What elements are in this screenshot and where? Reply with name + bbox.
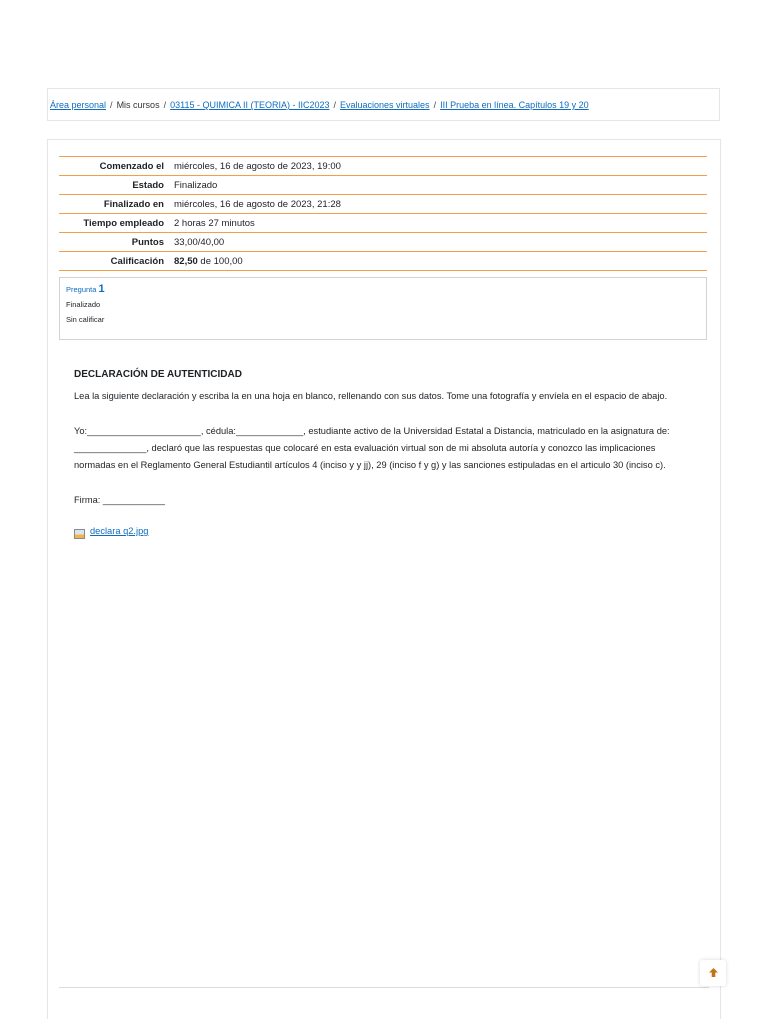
question-number xyxy=(66,282,700,297)
breadcrumb-separator: / xyxy=(333,100,336,110)
breadcrumb-mis-cursos: Mis cursos xyxy=(116,100,160,110)
summary-label: Calificación xyxy=(110,255,164,267)
question-prefix: Pregunta xyxy=(66,285,99,294)
main-region xyxy=(47,139,721,1019)
summary-row-finished xyxy=(59,195,707,214)
summary-value: 2 horas 27 minutos xyxy=(174,217,255,229)
breadcrumb-separator: / xyxy=(163,100,167,110)
question-info xyxy=(59,277,707,340)
summary-value: Finalizado xyxy=(174,179,218,191)
declaration-text: Yo:______________________, cédula:_____________, estudiante activo de la Universidad Estatal a Distancia, matriculado en la asignatura de: ______________, declaró que las respuestas que colocaré en esta evaluación virtual son de mi absoluta autoría y conozco las implicaciones normadas en el Reglamento General Estudiantil artículos 4 (inciso y y jj), 29 (inciso f y g) y las sanciones estipuladas en el articulo 30 (inciso c). xyxy=(74,426,670,470)
summary-label: Comenzado el xyxy=(99,160,164,172)
question-heading: DECLARACIÓN DE AUTENTICIDAD xyxy=(74,369,242,380)
breadcrumb xyxy=(47,88,720,121)
question-intro: Lea la siguiente declaración y escriba la en una hoja en blanco, rellenando con sus datos. Tome una fotografía y envíela en el espacio de abajo. xyxy=(74,391,668,401)
image-file-icon xyxy=(74,529,85,539)
breadcrumb-area-personal[interactable]: Área personal xyxy=(50,100,107,110)
summary-row-time xyxy=(59,214,707,233)
attachment-link[interactable]: declara q2.jpg xyxy=(90,526,149,536)
summary-value xyxy=(169,252,707,271)
breadcrumb-separator: / xyxy=(110,100,113,110)
breadcrumb-evaluaciones[interactable]: Evaluaciones virtuales xyxy=(340,100,430,110)
summary-label: Estado xyxy=(132,179,164,191)
scroll-to-top-button[interactable] xyxy=(700,960,726,986)
question-content xyxy=(74,366,696,540)
summary-label: Tiempo empleado xyxy=(83,217,164,229)
summary-label: Finalizado en xyxy=(103,198,164,210)
attachment xyxy=(74,523,696,540)
grade-value: 82,50 xyxy=(174,255,198,267)
summary-row-grade xyxy=(59,252,707,271)
question-number-value: 1 xyxy=(98,283,105,295)
summary-value: miércoles, 16 de agosto de 2023, 21:28 xyxy=(174,198,341,210)
signature-line: Firma: ____________ xyxy=(74,495,165,505)
breadcrumb-quiz[interactable]: III Prueba en línea. Capítulos 19 y 20 xyxy=(440,100,589,110)
divider xyxy=(59,987,709,988)
breadcrumb-separator: / xyxy=(433,100,437,110)
breadcrumb-course[interactable]: 03115 - QUIMICA II (TEORIA) - IIC2023 xyxy=(170,100,330,110)
summary-value: 33,00/40,00 xyxy=(174,236,225,248)
arrow-up-icon xyxy=(708,967,719,978)
summary-row-started xyxy=(59,157,707,176)
summary-label: Puntos xyxy=(131,236,164,248)
attempt-summary-table xyxy=(59,156,707,271)
summary-value: miércoles, 16 de agosto de 2023, 19:00 xyxy=(174,160,341,172)
grade-max: de 100,00 xyxy=(197,255,243,267)
question-state: Finalizado xyxy=(66,300,101,309)
summary-row-points xyxy=(59,233,707,252)
summary-row-state xyxy=(59,176,707,195)
question-grade: Sin calificar xyxy=(66,315,105,324)
